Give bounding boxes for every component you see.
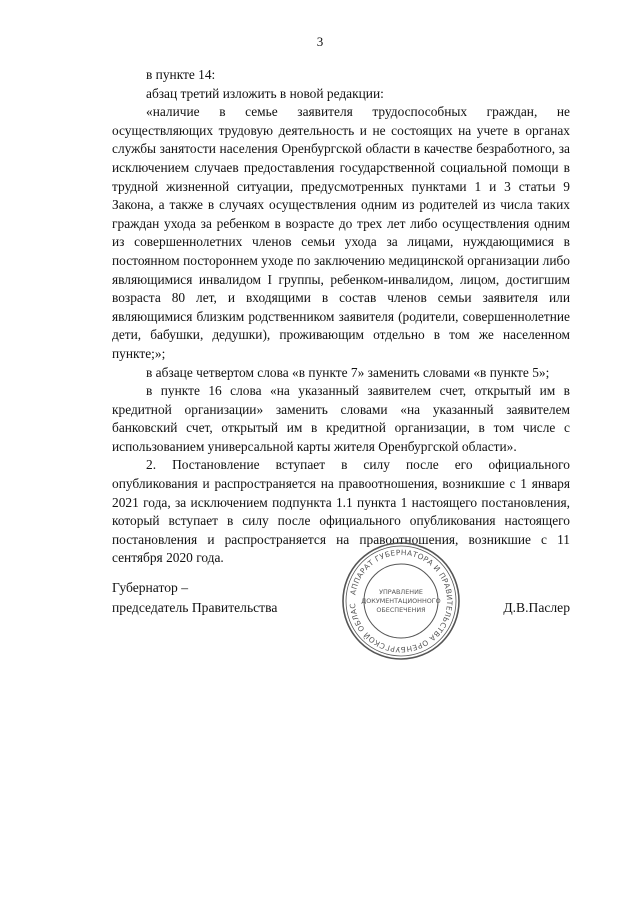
stamp-seal-icon xyxy=(340,540,462,662)
stamp-outer-text: АППАРАТ ГУБЕРНАТОРА И ПРАВИТЕЛЬСТВА ОРЕНБУРГСКОЙ ОБЛАС xyxy=(347,547,455,655)
paragraph-4: в абзаце четвертом слова «в пункте 7» заменить словами «в пункте 5»; xyxy=(146,364,550,380)
paragraph-3: «наличие в семье заявителя трудоспособных граждан, не осуществляющих трудовую деятельность и не состоящих на учете в органах службы занятости населения Оренбургской области в качестве безработного, за исключением случаев предоставления государственной социальной помощи в трудной жизненной ситуации, предусмотренных пунктами 1 и 3 статьи 9 Закона, а также в случаях осуществления одним из родителей из числа таких граждан ухода за ребенком в возрасте до трех лет либо осуществления одним из совершеннолетних членов семьи ухода за лицами, нуждающимися в постоянном постороннем уходе по заключению медицинской организации либо являющимися инвалидом I группы, ребенком-инвалидом, лицом, достигшим возраста 80 лет, и входящими в состав членов семьи заявителя или являющимися близким родственником заявителя (родители, совершеннолетние дети, бабушки, дедушки), проживающим отдельно в том же населенном пункте;»; xyxy=(112,104,570,361)
official-stamp xyxy=(340,540,462,662)
page-number: 3 xyxy=(316,34,324,49)
stamp-inner-line-3: ОБЕСПЕЧЕНИЯ xyxy=(376,606,426,614)
signatory-title-line-2: председатель Правительства xyxy=(112,600,278,615)
paragraph-2: абзац третий изложить в новой редакции: xyxy=(146,85,384,101)
document-body xyxy=(112,66,570,568)
signatory-title xyxy=(112,578,277,618)
stamp-inner-line-2: ДОКУМЕНТАЦИОННОГО xyxy=(361,597,441,605)
paragraph-1: в пункте 14: xyxy=(146,67,216,82)
paragraph-6: 2. Постановление вступает в силу после его официального опубликования и распространяется на правоотношения, возникшие с 1 января 2021 года, за исключением подпункта 1.1 пункта 1 настоящего постановления, который вступает в силу после официального опубликования настоящего постановления и распространяется на правоотношения, возникшие с 11 сентября 2020 года. xyxy=(112,457,570,566)
signatory-name: Д.В.Паслер xyxy=(503,600,570,615)
paragraph-5: в пункте 16 слова «на указанный заявителем счет, открытый им в кредитной организации» заменить словами «на указанный заявителем банковский счет, открытый им в кредитной организации, в том числе с использованием универсальной карты жителя Оренбургской области». xyxy=(112,383,570,454)
signatory-title-line-1: Губернатор – xyxy=(112,580,189,595)
stamp-inner-line-1: УПРАВЛЕНИЕ xyxy=(379,588,423,596)
